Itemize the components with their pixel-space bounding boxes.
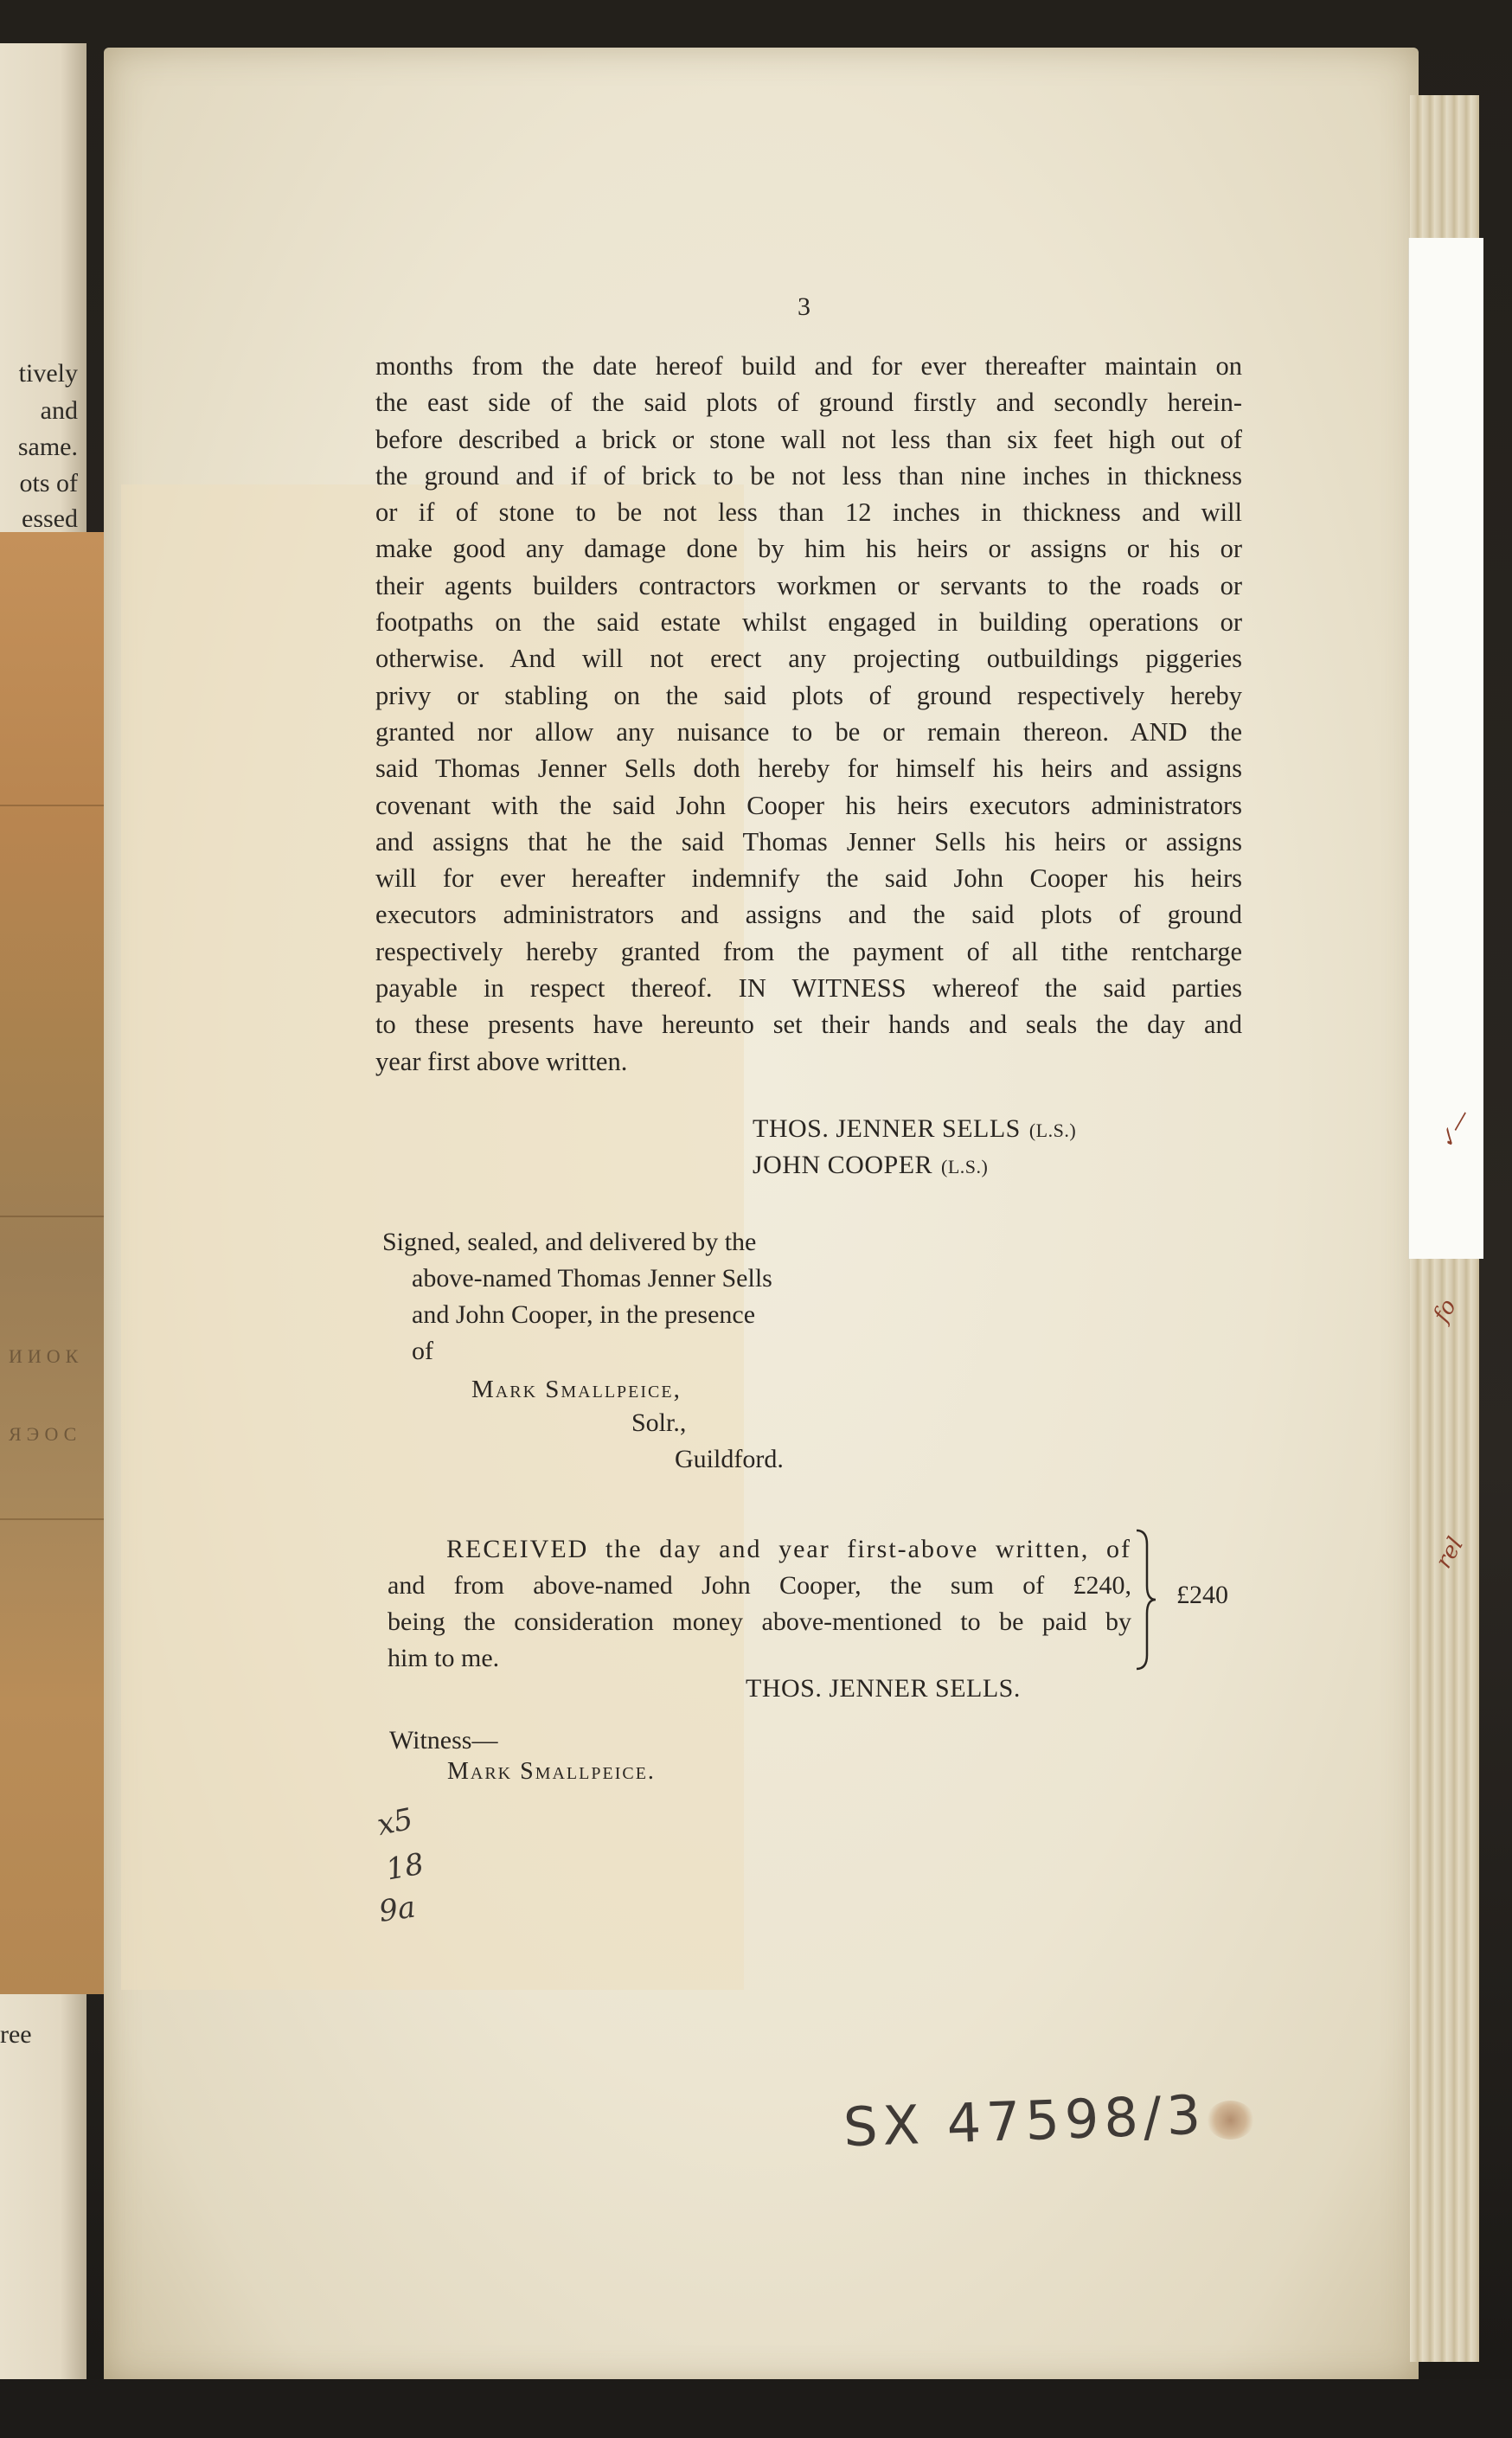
receipt-line: him to me. bbox=[388, 1644, 500, 1672]
receipt-line: being the consideration money above-mentioned to be paid by bbox=[388, 1607, 1131, 1636]
body-line: the east side of the said plots of ground firstly and secondly herein- bbox=[375, 388, 1242, 418]
ink-stain bbox=[1207, 2101, 1254, 2140]
attestation-line: of bbox=[412, 1337, 433, 1365]
body-line: footpaths on the said estate whilst engaged in building operations or bbox=[375, 607, 1242, 638]
witness-title: Solr., bbox=[631, 1408, 687, 1437]
receipt-signature: THOS. JENNER SELLS. bbox=[746, 1674, 1021, 1703]
seal-mark: (L.S.) bbox=[1028, 1120, 1077, 1141]
body-line: make good any damage done by him his heirs or assigns or his or bbox=[375, 534, 1242, 564]
witness-label: Witness— bbox=[389, 1726, 498, 1755]
margin-annotation: fo bbox=[1428, 1294, 1462, 1327]
attestation-line: and John Cooper, in the presence bbox=[412, 1300, 756, 1329]
scan-background bbox=[0, 2379, 1512, 2438]
attestation-line: above-named Thomas Jenner Sells bbox=[412, 1264, 772, 1293]
body-line: otherwise. And will not erect any projecting outbuildings piggeries bbox=[375, 644, 1242, 674]
strip-mark: ЯЭОС bbox=[9, 1423, 82, 1445]
body-line: and assigns that he the said Thomas Jenner Sells his heirs or assigns bbox=[375, 826, 1242, 857]
body-line: year first above written. bbox=[375, 1046, 628, 1076]
body-line: privy or stabling on the said plots of ground respectively hereby bbox=[375, 680, 1242, 710]
inserted-slip bbox=[1408, 238, 1483, 1259]
seal-mark: (L.S.) bbox=[941, 1156, 989, 1177]
signatory-name: THOS. JENNER SELLS bbox=[753, 1114, 1021, 1143]
left-fragment: ots of bbox=[19, 469, 78, 497]
body-line: respectively hereby granted from the payment of all tithe rentcharge bbox=[375, 936, 1242, 966]
body-line: to these presents have hereunto set their hands and seals the day and bbox=[375, 1010, 1242, 1040]
body-line: will for ever hereafter indemnify the said John Cooper his heirs bbox=[375, 863, 1242, 894]
left-fragment: and bbox=[40, 396, 78, 425]
strip-mark: ИИОК bbox=[9, 1345, 84, 1367]
body-line: their agents builders contractors workmen or servants to the roads or bbox=[375, 570, 1242, 600]
pencil-line: 9a bbox=[376, 1889, 418, 1929]
left-fragment: ree bbox=[0, 2020, 32, 2049]
receipt-amount: £240 bbox=[1176, 1581, 1228, 1609]
brace-icon bbox=[1133, 1527, 1159, 1672]
signatory-sells bbox=[753, 1114, 1076, 1144]
receipt-clause bbox=[388, 1531, 1131, 1677]
attestation-clause bbox=[382, 1224, 849, 1370]
attestation-line: Signed, sealed, and delivered by the bbox=[382, 1228, 757, 1256]
pencil-line: 18 bbox=[383, 1846, 426, 1888]
body-line: payable in respect thereof. IN WITNESS whereof the said parties bbox=[375, 973, 1242, 1004]
receipt-line: RECEIVED the day and year first-above written, of bbox=[446, 1535, 1131, 1563]
page-number: 3 bbox=[798, 292, 810, 321]
body-line: before described a brick or stone wall not less than six feet high out of bbox=[375, 424, 1242, 454]
body-line: granted nor allow any nuisance to be or remain thereon. AND the bbox=[375, 716, 1242, 747]
deed-body bbox=[375, 348, 1242, 1080]
receipt-line: and from above-named John Cooper, the sum of £240, bbox=[388, 1571, 1131, 1600]
body-line: months from the date hereof build and for ever thereafter maintain on bbox=[375, 351, 1242, 381]
left-fragment: tively bbox=[18, 359, 78, 388]
margin-annotation: ✓— bbox=[1432, 1104, 1477, 1154]
archive-reference: SX 47598/3 bbox=[842, 2082, 1208, 2159]
margin-annotation: rel bbox=[1431, 1532, 1470, 1574]
signatory-cooper bbox=[753, 1151, 988, 1180]
receipt-witness: Mark Smallpeice. bbox=[447, 1758, 656, 1785]
pencil-line: x5 bbox=[374, 1801, 416, 1844]
attesting-witness: Mark Smallpeice, bbox=[471, 1376, 682, 1403]
pencil-note bbox=[370, 1787, 448, 1934]
left-fragment: same. bbox=[17, 433, 78, 461]
body-line: or if of stone to be not less than 12 inches in thickness and will bbox=[375, 497, 1242, 528]
body-line: executors administrators and assigns and the said plots of ground bbox=[375, 900, 1242, 930]
signatory-name: JOHN COOPER bbox=[753, 1151, 933, 1179]
body-line: the ground and if of brick to be not less than nine inches in thickness bbox=[375, 460, 1242, 491]
body-line: said Thomas Jenner Sells doth hereby for himself his heirs and assigns bbox=[375, 754, 1242, 784]
left-fragment: essed bbox=[22, 504, 78, 527]
witness-place: Guildford. bbox=[675, 1445, 784, 1473]
body-line: covenant with the said John Cooper his heirs executors administrators bbox=[375, 790, 1242, 820]
